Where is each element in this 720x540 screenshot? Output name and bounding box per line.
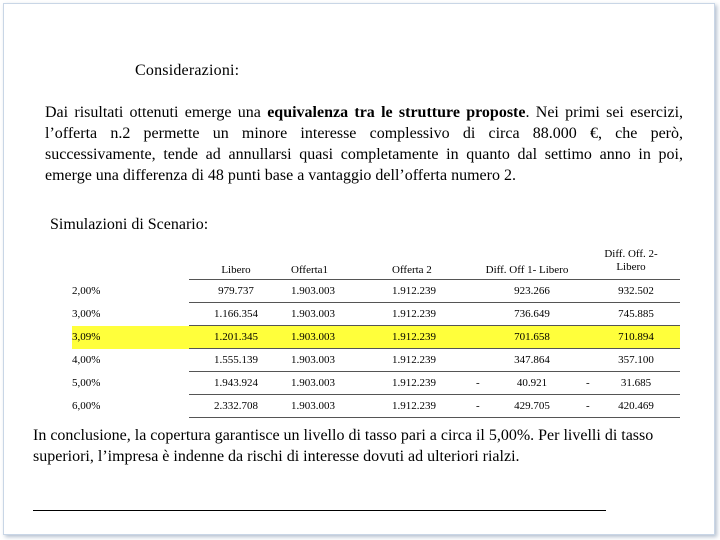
rate-cell: 3,09% xyxy=(72,326,189,349)
table-row xyxy=(72,349,680,372)
rate-cell: 6,00% xyxy=(72,400,101,412)
diff2-cell: - 31.685 xyxy=(582,372,680,395)
table-row-highlighted xyxy=(72,326,680,349)
diff1-cell: 701.658 xyxy=(472,326,582,349)
offerta1-cell: 1.903.003 xyxy=(283,395,382,418)
table-row xyxy=(72,303,680,326)
rate-cell: 3,00% xyxy=(72,308,101,320)
header-diff2: Diff. Off. 2- Libero xyxy=(582,243,680,280)
libero-cell: 1.555.139 xyxy=(189,349,283,372)
paragraph-conclusione: In conclusione, la copertura garantisce un livello di tasso pari a circa il 5,00%. Per livelli di tasso superiori, l’impresa è indenne da rischi di interesse dovuti ad ulteriori rialzi. xyxy=(33,427,654,465)
offerta1-cell: 1.903.003 xyxy=(283,349,382,372)
diff1-cell: 923.266 xyxy=(472,280,582,303)
paragraph-considerazioni xyxy=(45,102,683,186)
header-empty-cell xyxy=(72,243,189,280)
diff1-cell: 736.649 xyxy=(472,303,582,326)
header-offerta1: Offerta1 xyxy=(283,243,382,280)
offerta1-cell: 1.903.003 xyxy=(283,303,382,326)
diff2-cell: 745.885 xyxy=(582,303,680,326)
diff2-cell: 932.502 xyxy=(582,280,680,303)
table-row xyxy=(72,372,680,395)
offerta2-cell: 1.912.239 xyxy=(382,395,472,418)
paragraph-text-2: . Nei primi sei esercizi, l’offerta n.2 permette un minore interesse complessivo di circa 88.000 €, che però, successivamente, tende ad annullarsi quasi completamente in quanto dal settimo anno in poi, emerge una differenza di 48 punti base a vantaggio dell’offerta numero 2. xyxy=(45,104,684,184)
offerta2-cell: 1.912.239 xyxy=(382,326,472,349)
rate-cell: 5,00% xyxy=(72,377,101,389)
diff2-cell: - 420.469 xyxy=(582,395,680,418)
paragraph-bold-text: equivalenza tra le strutture proposte xyxy=(267,104,526,121)
paragraph-text-1: Dai risultati ottenuti emerge una xyxy=(45,104,268,121)
diff1-cell: - 40.921 xyxy=(472,372,582,395)
offerta2-cell: 1.912.239 xyxy=(382,303,472,326)
diff1-cell: - 429.705 xyxy=(472,395,582,418)
diff2-cell: 710.894 xyxy=(582,326,680,349)
offerta2-cell: 1.912.239 xyxy=(382,280,472,303)
libero-cell: 1.943.924 xyxy=(189,372,283,395)
libero-cell: 979.737 xyxy=(189,280,283,303)
offerta1-cell: 1.903.003 xyxy=(283,372,382,395)
libero-cell: 1.201.345 xyxy=(189,326,283,349)
offerta2-cell: 1.912.239 xyxy=(382,349,472,372)
header-diff1: Diff. Off 1- Libero xyxy=(472,243,582,280)
offerta1-cell: 1.903.003 xyxy=(283,280,382,303)
offerta1-cell: 1.903.003 xyxy=(283,326,382,349)
libero-cell: 1.166.354 xyxy=(189,303,283,326)
diff1-cell: 347.864 xyxy=(472,349,582,372)
header-libero: Libero xyxy=(189,243,283,280)
bottom-rule xyxy=(33,510,606,511)
table-row xyxy=(72,280,680,303)
table-header-row xyxy=(72,243,680,280)
heading-considerazioni: Considerazioni: xyxy=(135,62,240,79)
heading-simulazioni: Simulazioni di Scenario: xyxy=(50,216,209,233)
diff2-cell: 357.100 xyxy=(582,349,680,372)
offerta2-cell: 1.912.239 xyxy=(382,372,472,395)
scenario-table xyxy=(72,243,680,418)
libero-cell: 2.332.708 xyxy=(189,395,283,418)
rate-cell: 2,00% xyxy=(72,285,101,297)
header-offerta2: Offerta 2 xyxy=(382,243,472,280)
table-row xyxy=(72,395,680,418)
rate-cell: 4,00% xyxy=(72,354,101,366)
